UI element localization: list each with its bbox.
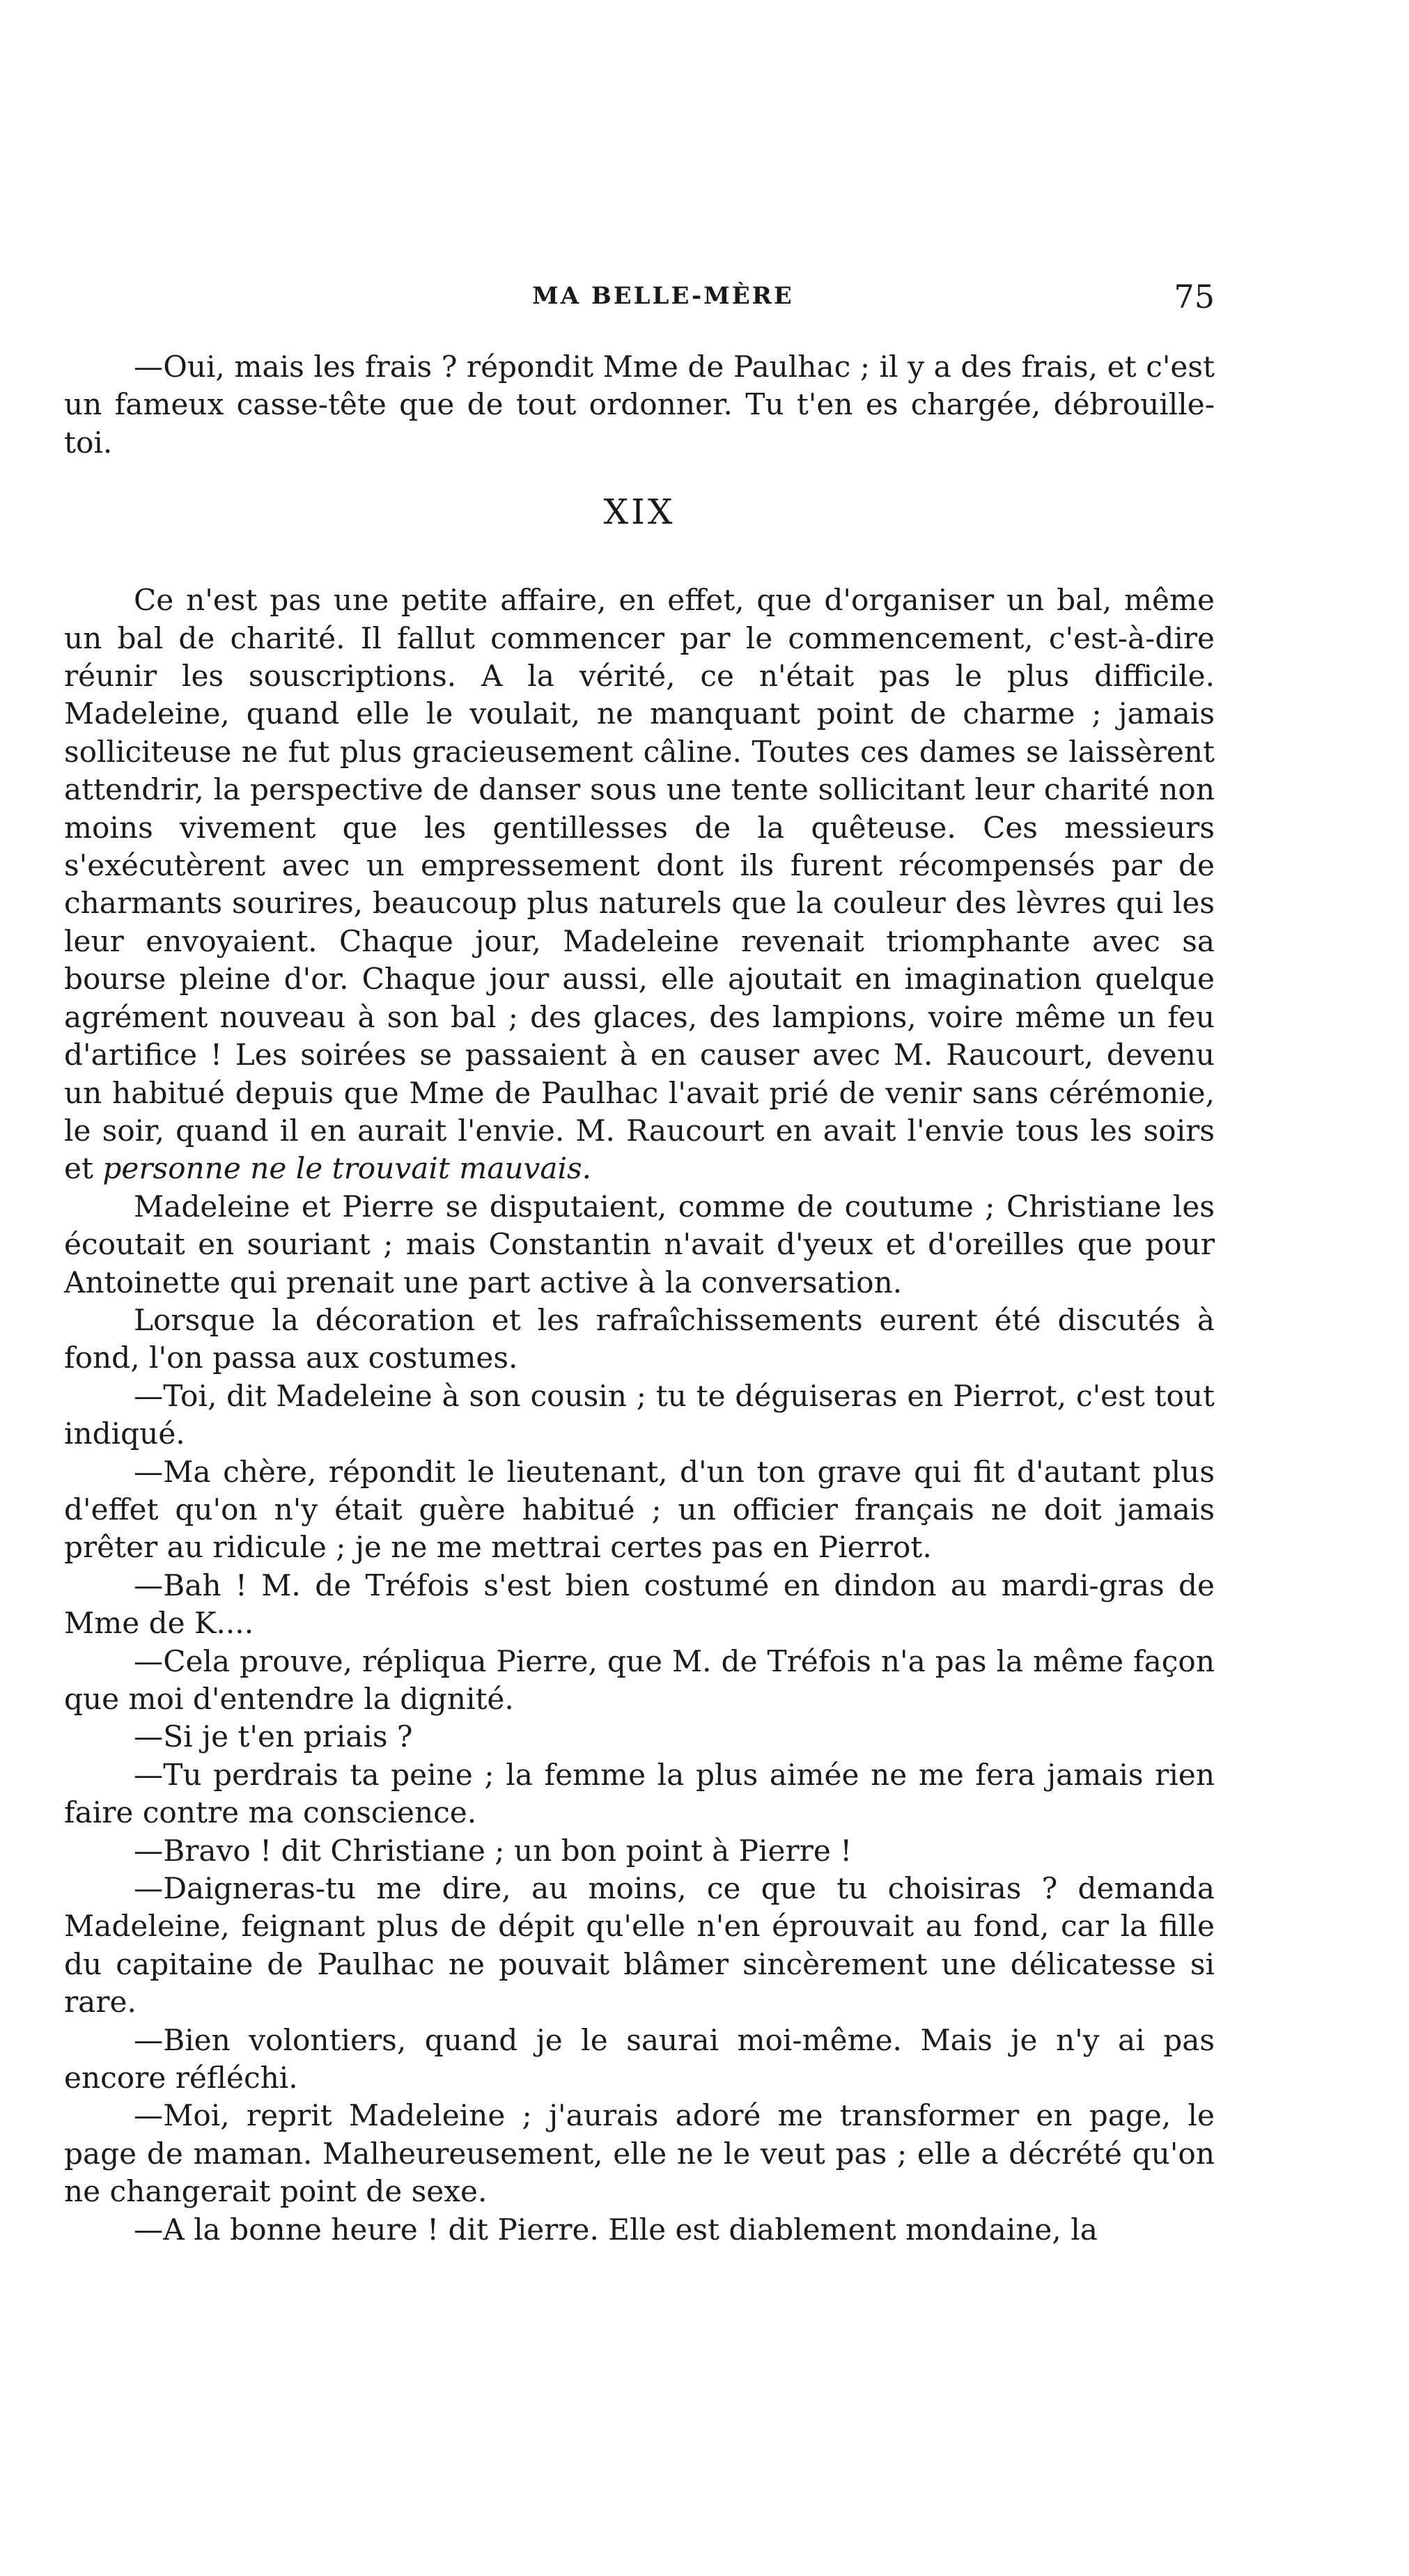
paragraph-1 [64,581,1215,1188]
running-title: MA BELLE-MÈRE [532,282,794,310]
paragraph-1-text: Ce n'est pas une petite affaire, en effet, que d'organiser un bal, même un bal de charité. Il fallut commencer par le commencement, c'est-à-dire réunir les souscriptions. A la vérité, ce n'était pas le plus difficile. Madeleine, quand elle le voulait, ne manquant point de charme ; jamais solliciteuse ne fut plus gracieusement câline. Toutes ces dames se laissèrent attendrir, la perspective de danser sous une tente sollicitant leur charité non moins vivement que les gentillesses de la quêteuse. Ces messieurs s'exécutèrent avec un empressement dont ils furent récompensés par de charmants sourires, beaucoup plus naturels que la couleur des lèvres qui les leur envoyaient. Chaque jour, Madeleine revenait triomphante avec sa bourse pleine d'or. Chaque jour aussi, elle ajoutait en imagination quelque agrément nouveau à son bal ; des glaces, des lampions, voire même un feu d'artifice ! Les soirées se passaient à en causer avec M. Raucourt, devenu un habitué depuis que Mme de Paulhac l'avait prié de venir sans cérémonie, le soir, quand il en aurait l'envie. M. Raucourt en avait l'envie tous les soirs et [64,583,1215,1186]
page-number: 75 [1174,278,1215,315]
paragraph-13: —Moi, reprit Madeleine ; j'aurais adoré me transformer en page, le page de maman. Malheureusement, elle ne le veut pas ; elle a décrété qu'on ne changerait point de sexe. [64,2098,1215,2209]
page-body [64,348,1215,2249]
paragraph-12: —Bien volontiers, quand je le saurai moi-même. Mais je n'y ai pas encore réfléchi. [64,2022,1215,2095]
paragraph-2: Madeleine et Pierre se disputaient, comme de coutume ; Christiane les écoutait en souriant ; mais Constantin n'avait d'yeux et d'oreilles que pour Antoinette qui prenait une part active à la conversation. [64,1189,1215,1299]
paragraph-14: —A la bonne heure ! dit Pierre. Elle est diablement mondaine, la [134,2212,1098,2247]
paragraph-10: —Bravo ! dit Christiane ; un bon point à Pierre ! [134,1833,853,1868]
paragraph-3: Lorsque la décoration et les rafraîchissements eurent été discutés à fond, l'on passa aux costumes. [64,1302,1215,1375]
paragraph-8: —Si je t'en priais ? [134,1719,413,1754]
paragraph-7: —Cela prouve, répliqua Pierre, que M. de Tréfois n'a pas la même façon que moi d'entendre la dignité. [64,1644,1215,1716]
intro-paragraph: —Oui, mais les frais ? répondit Mme de Paulhac ; il y a des frais, et c'est un fameux casse-tête que de tout ordonner. Tu t'en es chargée, débrouille-toi. [64,350,1215,460]
paragraph-9: —Tu perdrais ta peine ; la femme la plus aimée ne me fera jamais rien faire contre ma conscience. [64,1757,1215,1830]
paragraph-11: —Daigneras-tu me dire, au moins, ce que tu choisiras ? demanda Madeleine, feignant plus de dépit qu'elle n'en éprouvait au fond, car la fille du capitaine de Paulhac ne pouvait blâmer sincèrement une délicatesse si rare. [64,1871,1215,2020]
paragraph-5: —Ma chère, répondit le lieutenant, d'un ton grave qui fit d'autant plus d'effet qu'on n'y était guère habitué ; un officier français ne doit jamais prêter au ridicule ; je ne me mettrai certes pas en Pierrot. [64,1454,1215,1565]
running-header [111,278,1215,324]
paragraph-1-italic: personne ne le trouvait mauvais. [102,1151,592,1186]
paragraph-6: —Bah ! M. de Tréfois s'est bien costumé en dindon au mardi-gras de Mme de K.... [64,1568,1215,1641]
chapter-heading: XIX [603,492,676,533]
paragraph-4: —Toi, dit Madeleine à son cousin ; tu te déguiseras en Pierrot, c'est tout indiqué. [64,1378,1215,1451]
